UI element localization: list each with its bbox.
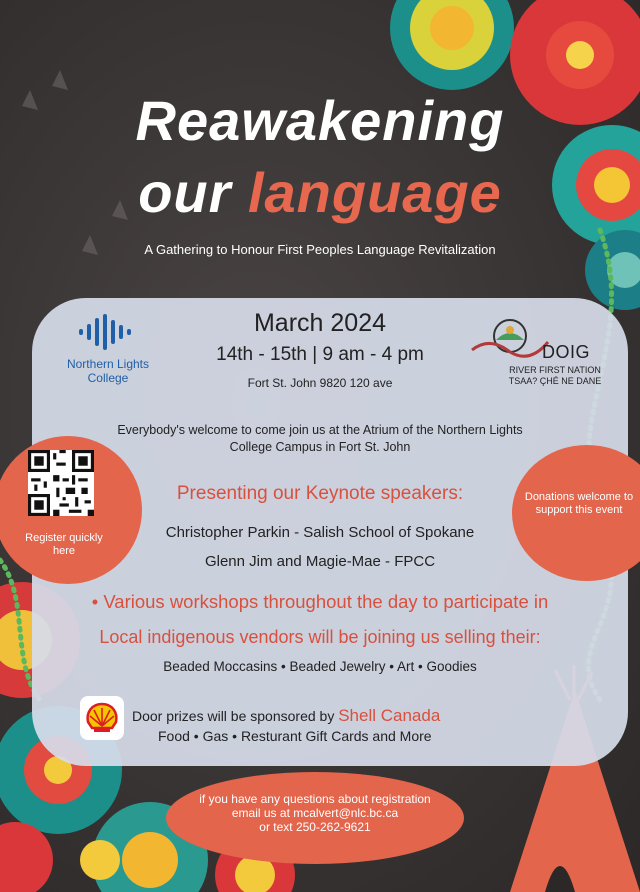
contact-line-1: if you have any questions about registration <box>199 792 431 806</box>
title-word-language: language <box>247 161 502 224</box>
contact-email[interactable]: email us at mcalvert@nlc.bc.ca <box>231 806 399 820</box>
vendors-text: Local indigenous vendors will be joining us selling their: <box>99 627 541 647</box>
event-time: 14th - 15th | 9 am - 4 pm <box>216 344 424 365</box>
title-word-our: our <box>138 161 232 224</box>
doig-name: DOIG <box>542 342 591 362</box>
goods-list: Beaded Moccasins • Beaded Jewelry • Art • Goodies <box>163 659 477 674</box>
shell-icon <box>80 696 124 740</box>
doig-subtitle-1: RIVER FIRST NATION <box>509 365 601 375</box>
sponsor-name: Shell Canada <box>338 706 441 725</box>
event-details <box>180 309 460 390</box>
welcome-text: Everybody's welcome to come join us at the Atrium of the Northern Lights College Campus in Fort St. John <box>117 423 523 454</box>
doig-subtitle-2: TSAA? ÇHÉ NE DANE <box>508 376 602 386</box>
title-line-2 <box>0 160 640 225</box>
donations-label: Donations welcome to support this event <box>524 491 634 516</box>
event-location: Fort St. John 9820 120 ave <box>247 376 393 390</box>
nlc-name-line-1: Northern Lights <box>66 357 150 371</box>
nlc-logo <box>58 312 158 385</box>
workshops-text: • Various workshops throughout the day to participate in <box>91 591 549 612</box>
contact-phone[interactable]: or text 250-262-9621 <box>259 820 371 834</box>
door-prizes-prefix: Door prizes will be sponsored by <box>132 708 335 724</box>
prize-items: Food • Gas • Resturant Gift Cards and More <box>158 728 432 744</box>
nlc-name-line-2: College <box>87 371 129 385</box>
door-prizes <box>132 706 552 726</box>
title-line-1: Reawakening <box>135 89 505 152</box>
speaker-2: Glenn Jim and Magie-Mae - FPCC <box>204 553 436 570</box>
shell-logo <box>80 696 124 740</box>
subtitle: A Gathering to Honour First Peoples Language Revitalization <box>144 242 496 257</box>
register-label: Register quickly here <box>25 532 103 557</box>
speaker-1: Christopher Parkin - Salish School of Spokane <box>165 524 475 541</box>
sound-wave-icon <box>75 312 141 352</box>
contact-ellipse <box>166 772 464 864</box>
keynote-heading: Presenting our Keynote speakers: <box>176 483 464 504</box>
event-date: March 2024 <box>253 309 387 337</box>
doig-emblem-icon <box>470 316 550 366</box>
